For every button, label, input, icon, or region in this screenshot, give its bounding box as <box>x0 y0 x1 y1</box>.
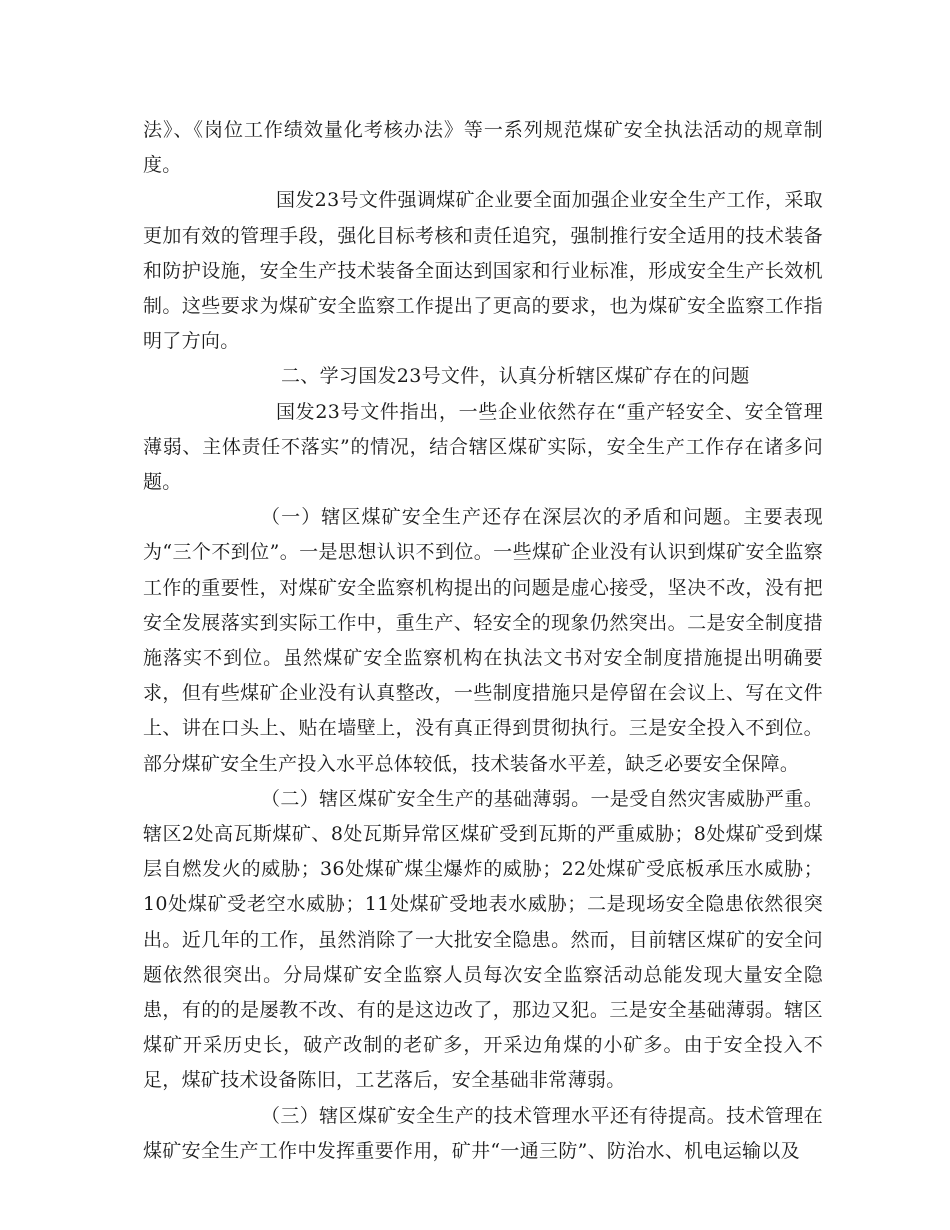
paragraph-directive-23: 国发23号文件强调煤矿企业要全面加强企业安全生产工作，采取更加有效的管理手段，强化目标考核和责任追究，强制推行安全适用的技术装备和防护设施，安全生产技术装备全面达到国家和行业标准，形成安全生产长效机制。这些要求为煤矿安全监察工作提出了更高的要求，也为煤矿安全监察工作指明了方向。 <box>143 189 823 353</box>
paragraph-item-1: （一）辖区煤矿安全生产还存在深层次的矛盾和问题。主要表现为“三个不到位”。一是思想认识不到位。一些煤矿企业没有认识到煤矿安全监察工作的重要性，对煤矿安全监察机构提出的问题是虚心接受，坚决不改，没有把安全发展落实到实际工作中，重生产、轻安全的现象仍然突出。二是安全制度措施落实不到位。虽然煤矿安全监察机构在执法文书对安全制度措施提出明确要求，但有些煤矿企业没有认真整改，一些制度措施只是停留在会议上、写在文件上、讲在口头上、贴在墙壁上，没有真正得到贯彻执行。三是安全投入不到位。部分煤矿安全生产投入水平总体较低，技术装备水平差，缺乏必要安全保障。 <box>143 506 823 775</box>
paragraph-continuation: 法》、《岗位工作绩效量化考核办法》等一系列规范煤矿安全执法活动的规章制度。 <box>143 119 823 177</box>
document-body <box>143 113 823 1169</box>
paragraph-problems-intro: 国发23号文件指出，一些企业依然存在“重产轻安全、安全管理薄弱、主体责任不落实”的情况，结合辖区煤矿实际，安全生产工作存在诸多问题。 <box>143 400 823 494</box>
paragraph-item-2: （二）辖区煤矿安全生产的基础薄弱。一是受自然灾害威胁严重。辖区2处高瓦斯煤矿、8处瓦斯异常区煤矿受到瓦斯的严重威胁；8处煤矿受到煤层自燃发火的威胁；36处煤矿煤尘爆炸的威胁；22处煤矿受底板承压水威胁；10处煤矿受老空水威胁；11处煤矿受地表水威胁；二是现场安全隐患依然很突出。近几年的工作，虽然消除了一大批安全隐患。然而，目前辖区煤矿的安全问题依然很突出。分局煤矿安全监察人员每次安全监察活动总能发现大量安全隐患，有的的是屡教不改、有的是这边改了，那边又犯。三是安全基础薄弱。辖区煤矿开采历史长，破产改制的老矿多，开采边角煤的小矿多。由于安全投入不足，煤矿技术设备陈旧，工艺落后，安全基础非常薄弱。 <box>143 787 823 1092</box>
paragraph-item-3: （三）辖区煤矿安全生产的技术管理水平还有待提高。技术管理在煤矿安全生产工作中发挥重要作用，矿井“一通三防”、防治水、机电运输以及 <box>143 1104 823 1162</box>
section-heading: 二、学习国发23号文件，认真分析辖区煤矿存在的问题 <box>281 365 750 388</box>
